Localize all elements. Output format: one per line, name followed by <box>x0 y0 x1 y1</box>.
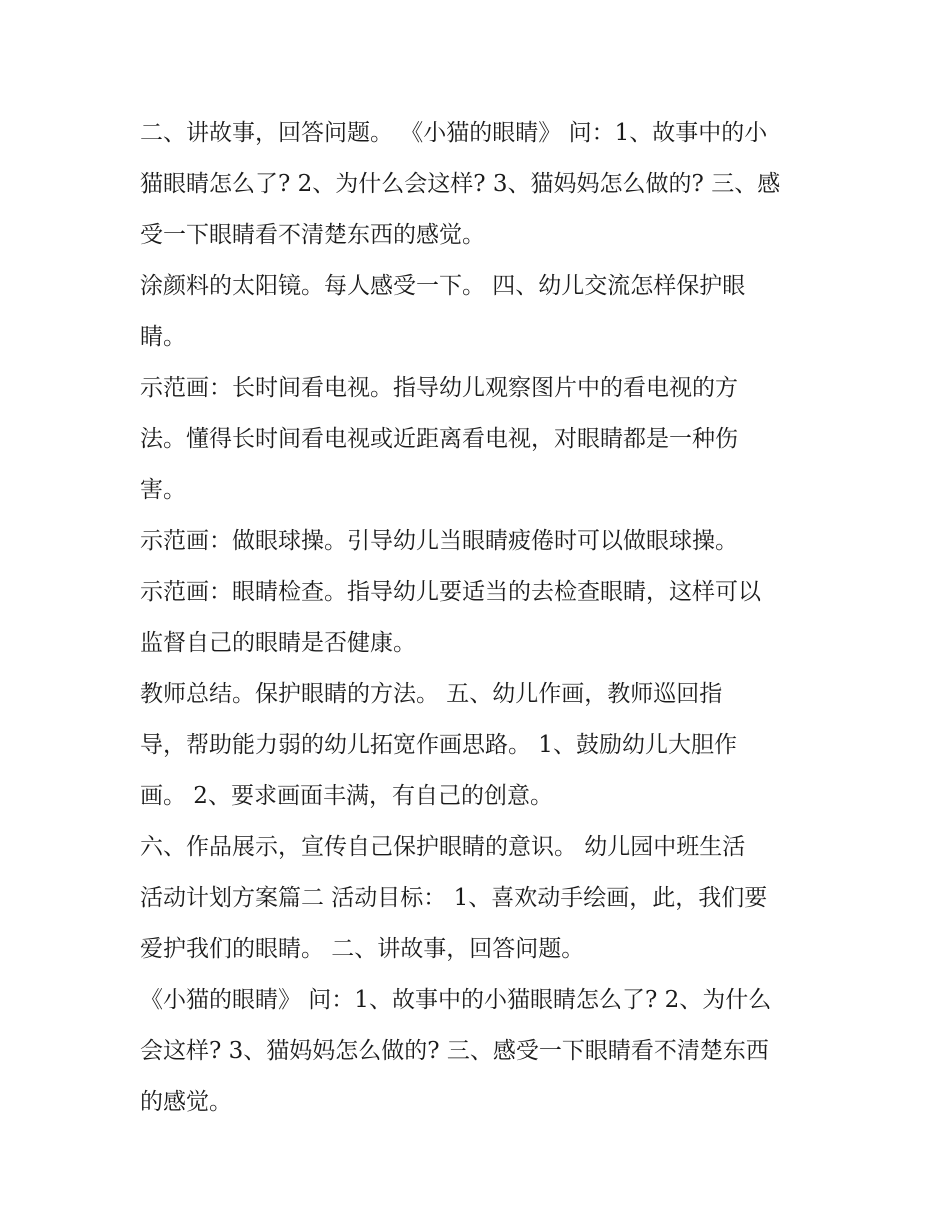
text-line: 二、讲故事，回答问题。 《小猫的眼睛》 问：1、故事中的小 <box>140 120 768 146</box>
text-line: 示范画：长时间看电视。指导幼儿观察图片中的看电视的方 <box>140 375 738 401</box>
text-line: 示范画：眼睛检查。指导幼儿要适当的去检查眼睛，这样可以 <box>140 579 761 605</box>
text-line: 害。 <box>140 477 186 503</box>
text-line: 会这样? 3、猫妈妈怎么做的? 三、感受一下眼睛看不清楚东西 <box>140 1038 769 1064</box>
text-line: 画。 2、要求画面丰满，有自己的创意。 <box>140 783 553 809</box>
text-line: 监督自己的眼睛是否健康。 <box>140 630 416 656</box>
text-line: 六、作品展示，宣传自己保护眼睛的意识。 幼儿园中班生活 <box>140 834 746 860</box>
text-line: 猫眼睛怎么了? 2、为什么会这样? 3、猫妈妈怎么做的? 三、感 <box>140 171 781 197</box>
text-line: 睛。 <box>140 324 186 350</box>
text-line: 示范画：做眼球操。引导幼儿当眼睛疲倦时可以做眼球操。 <box>140 528 738 554</box>
body-text <box>140 108 820 1128</box>
text-line: 涂颜料的太阳镜。每人感受一下。 四、幼儿交流怎样保护眼 <box>140 273 746 299</box>
text-line: 教师总结。保护眼睛的方法。 五、幼儿作画，教师巡回指 <box>140 681 723 707</box>
text-line: 的感觉。 <box>140 1089 232 1115</box>
text-line: 爱护我们的眼睛。 二、讲故事，回答问题。 <box>140 936 585 962</box>
text-line: 活动计划方案篇二 活动目标： 1、喜欢动手绘画，此，我们要 <box>140 885 768 911</box>
text-line: 导，帮助能力弱的幼儿拓宽作画思路。 1、鼓励幼儿大胆作 <box>140 732 737 758</box>
text-line: 法。懂得长时间看电视或近距离看电视，对眼睛都是一种伤 <box>140 426 738 452</box>
text-line: 《小猫的眼睛》 问：1、故事中的小猫眼睛怎么了? 2、为什么 <box>140 987 772 1013</box>
text-line: 受一下眼睛看不清楚东西的感觉。 <box>140 222 485 248</box>
